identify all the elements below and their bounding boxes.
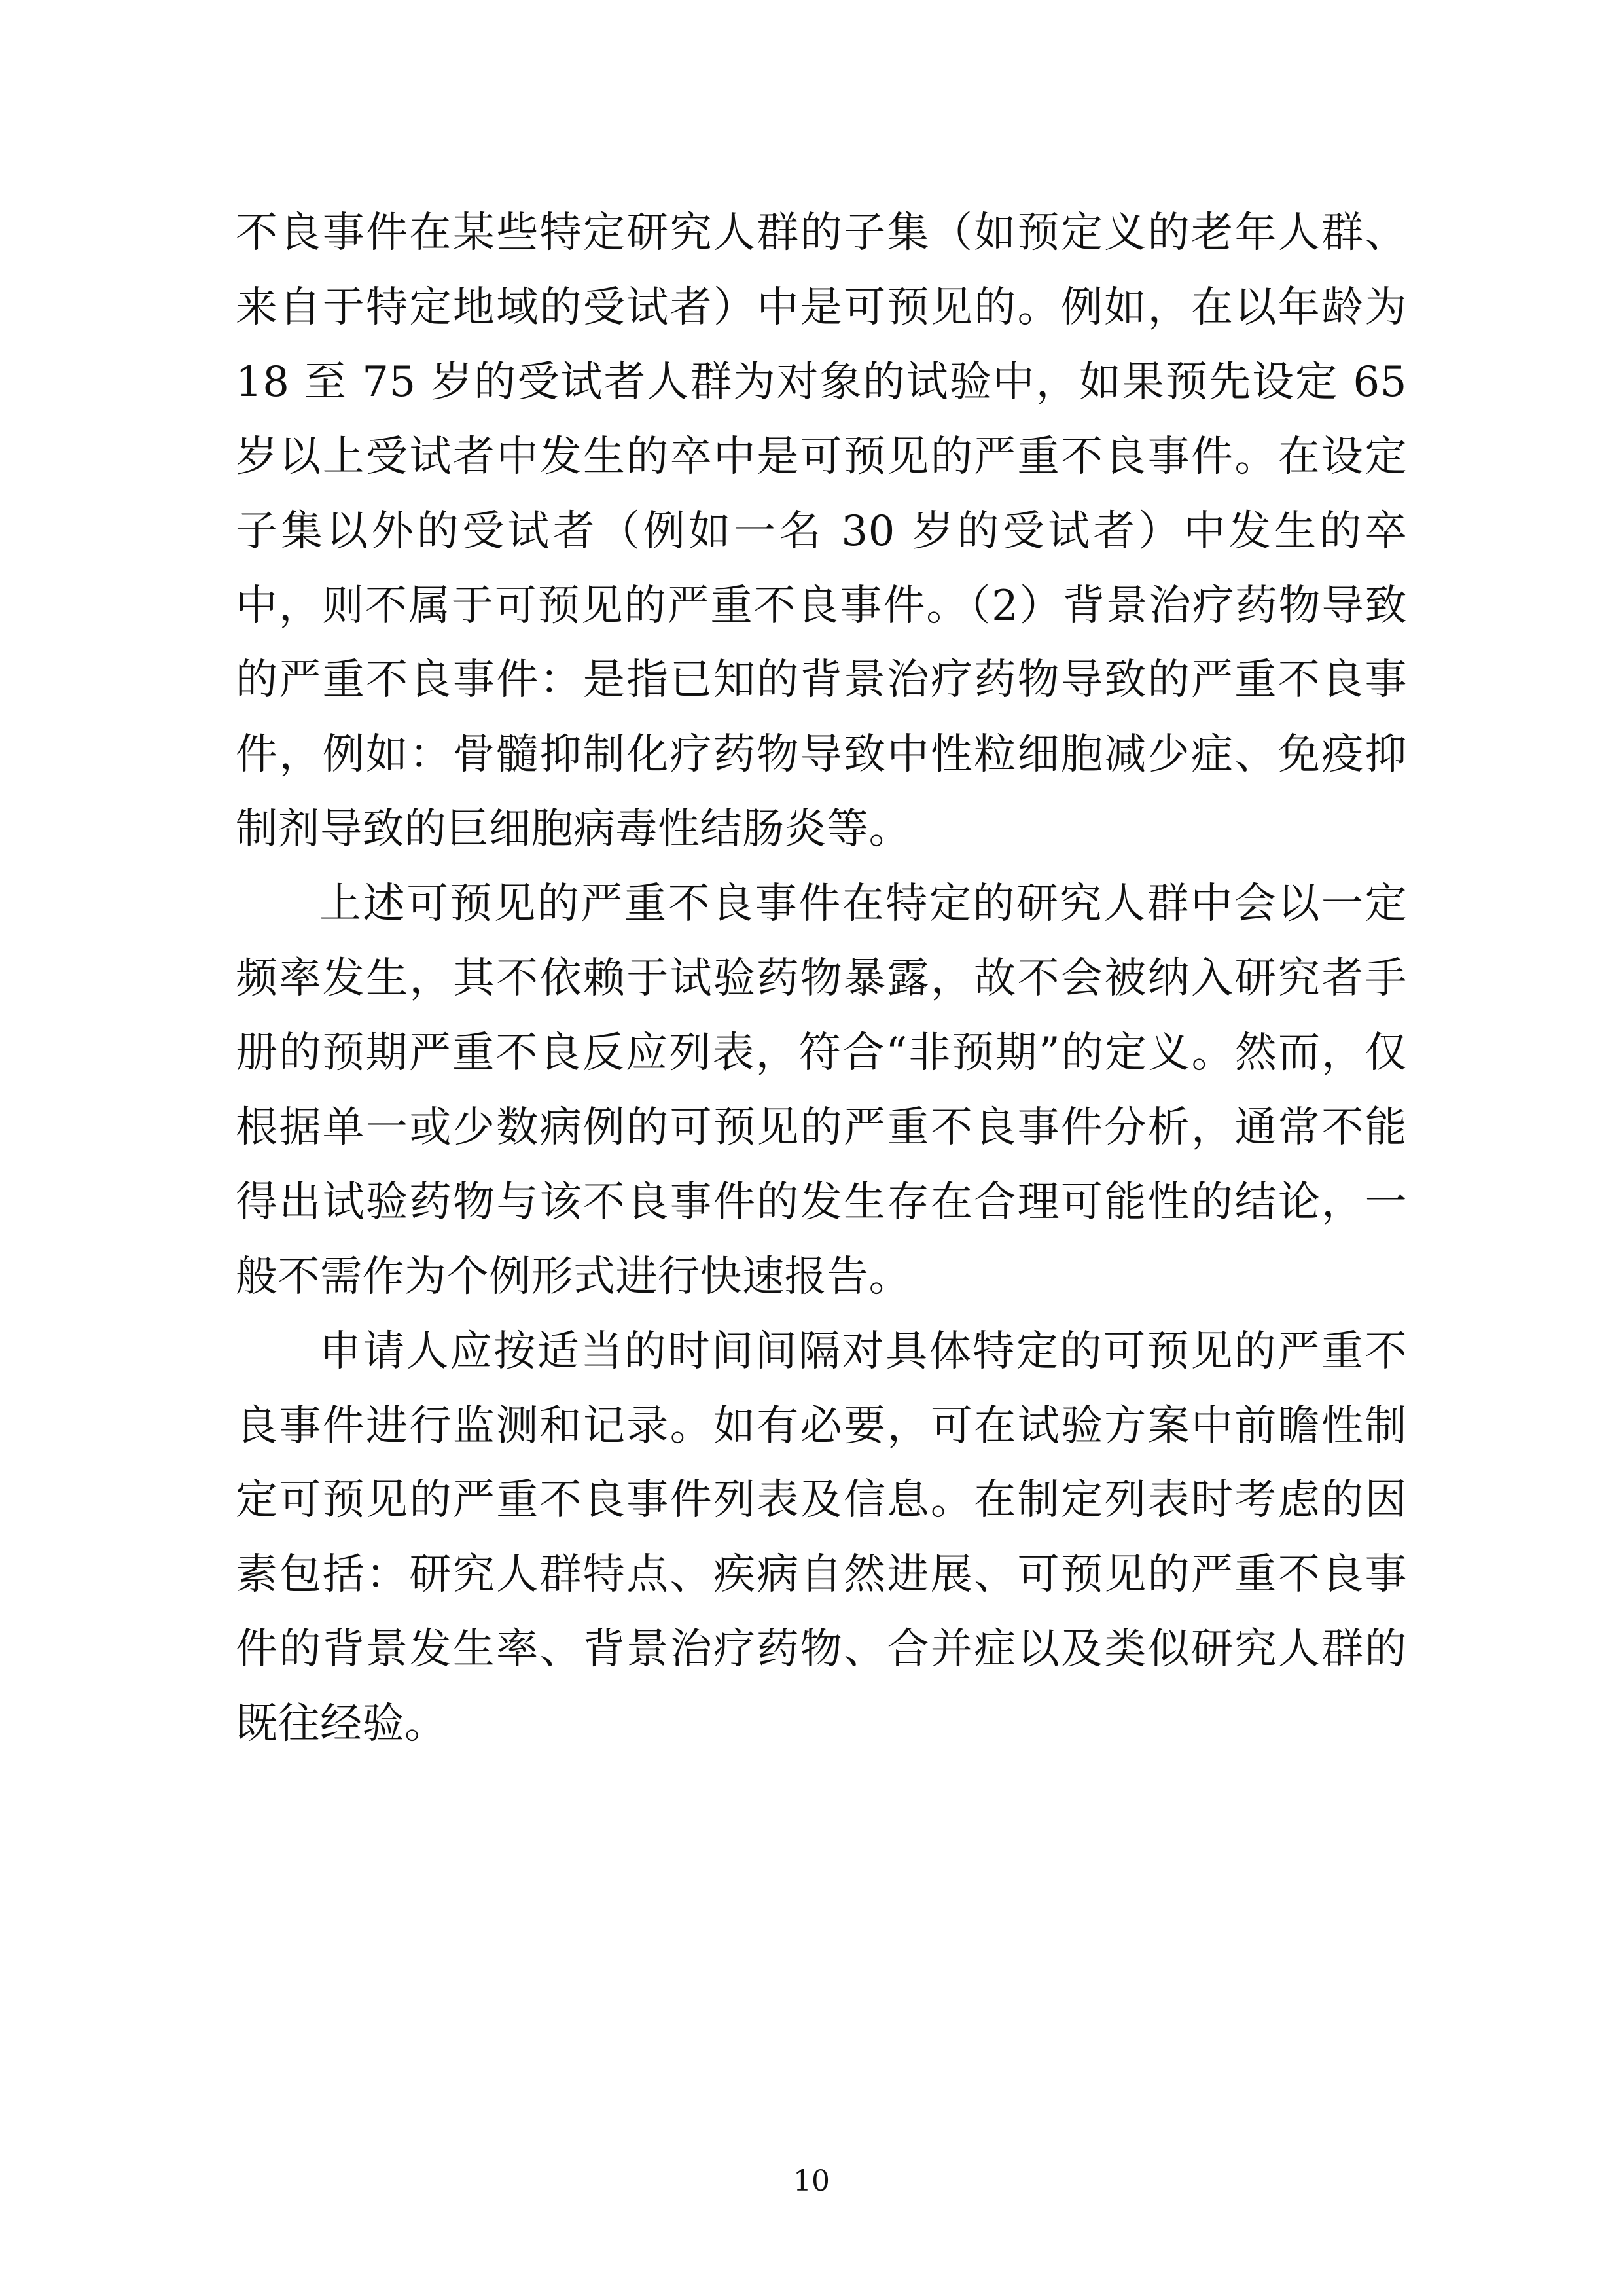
- paragraph-3: 申请人应按适当的时间间隔对具体特定的可预见的严重不良事件进行监测和记录。如有必要，可在试验方案中前瞻性制定可预见的严重不良事件列表及信息。在制定列表时考虑的因素包括：研究人群特点、疾病自然进展、可预见的严重不良事件的背景发生率、背景治疗药物、合并症以及类似研究人群的既往经验。: [236, 1327, 1407, 1749]
- page-body: [236, 196, 1407, 1762]
- paragraph-1: 不良事件在某些特定研究人群的子集（如预定义的老年人群、来自于特定地域的受试者）中是可预见的。例如，在以年龄为 18 至 75 岁的受试者人群为对象的试验中，如果预先设定 65 岁以上受试者中发生的卒中是可预见的严重不良事件。在设定子集以外的受试者（例如一名 30 岁的受试者）中发生的卒中，则不属于可预见的严重不良事件。（2）背景治疗药物导致的严重不良事件：是指已知的背景治疗药物导致的严重不良事件，例如：骨髓抑制化疗药物导致中性粒细胞减少症、免疫抑制剂导致的巨细胞病毒性结肠炎等。: [236, 209, 1407, 854]
- paragraph-2: 上述可预见的严重不良事件在特定的研究人群中会以一定频率发生，其不依赖于试验药物暴露，故不会被纳入研究者手册的预期严重不良反应列表，符合“非预期”的定义。然而，仅根据单一或少数病例的可预见的严重不良事件分析，通常不能得出试验药物与该不良事件的发生存在合理可能性的结论，一般不需作为个例形式进行快速报告。: [236, 880, 1407, 1301]
- page-number: 10: [793, 2164, 830, 2198]
